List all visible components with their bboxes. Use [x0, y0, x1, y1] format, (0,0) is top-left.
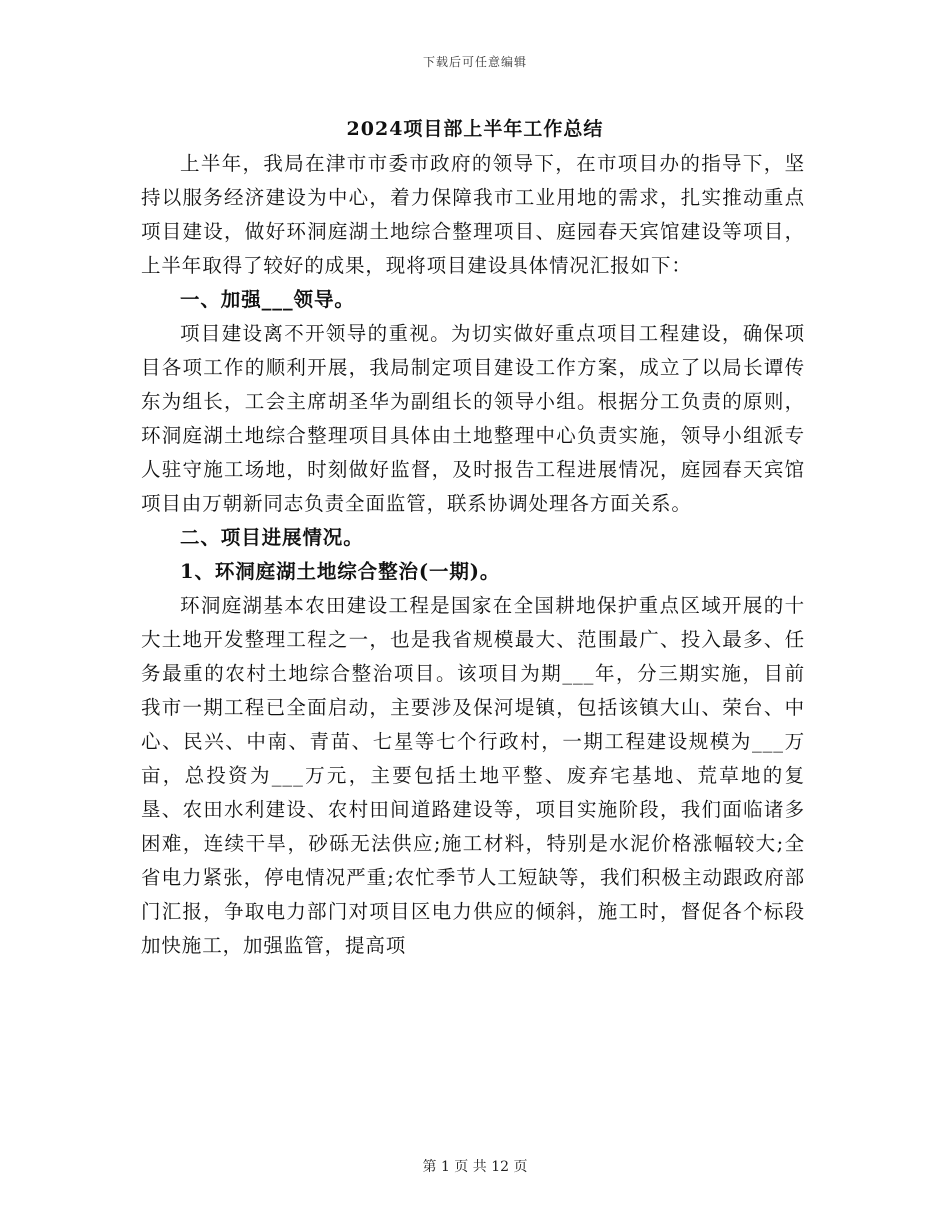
intro-paragraph: 上半年，我局在津市市委市政府的领导下，在市项目办的指导下，坚持以服务经济建设为中心，着力保障我市工业用地的需求，扎实推动重点项目建设，做好环洞庭湖土地综合整理项目、庭园春天宾馆建设等项目，上半年取得了较好的成果，现将项目建设具体情况汇报如下：: [141, 152, 805, 277]
section-heading-2: 二、项目进展情况。: [180, 526, 364, 549]
page-number-footer: 第 1 页 共 12 页: [422, 1159, 528, 1175]
header-note: 下载后可任意编辑: [422, 55, 527, 69]
document-title: 2024项目部上半年工作总结: [346, 118, 604, 140]
subsection-heading-1: 1、环洞庭湖土地综合整治(一期)。: [180, 560, 501, 583]
paragraph-project-progress: 环洞庭湖基本农田建设工程是国家在全国耕地保护重点区域开展的十大土地开发整理工程之一，也是我省规模最大、范围最广、投入最多、任务最重的农村土地综合整治项目。该项目为期___年，分三期实施，目前我市一期工程已全面启动，主要涉及保河堤镇，包括该镇大山、荣台、中心、民兴、中南、青苗、七星等七个行政村，一期工程建设规模为___万亩，总投资为___万元，主要包括土地平整、废弃宅基地、荒草地的复垦、农田水利建设、农村田间道路建设等，项目实施阶段，我们面临诸多困难，连续干旱，砂砾无法供应;施工材料，特别是水泥价格涨幅较大;全省电力紧张，停电情况严重;农忙季节人工短缺等，我们积极主动跟政府部门汇报，争取电力部门对项目区电力供应的倾斜，施工时，督促各个标段加快施工，加强监管，提高项: [141, 594, 805, 957]
document-body: [141, 147, 805, 963]
paragraph-leadership: 项目建设离不开领导的重视。为切实做好重点项目工程建设，确保项目各项工作的顺利开展，我局制定项目建设工作方案，成立了以局长谭传东为组长，工会主席胡圣华为副组长的领导小组。根据分工负责的原则，环洞庭湖土地综合整理项目具体由土地整理中心负责实施，领导小组派专人驻守施工场地，时刻做好监督，及时报告工程进展情况，庭园春天宾馆项目由万朝新同志负责全面监管，联系协调处理各方面关系。: [141, 322, 805, 515]
section-heading-1: 一、加强___领导。: [180, 288, 355, 311]
